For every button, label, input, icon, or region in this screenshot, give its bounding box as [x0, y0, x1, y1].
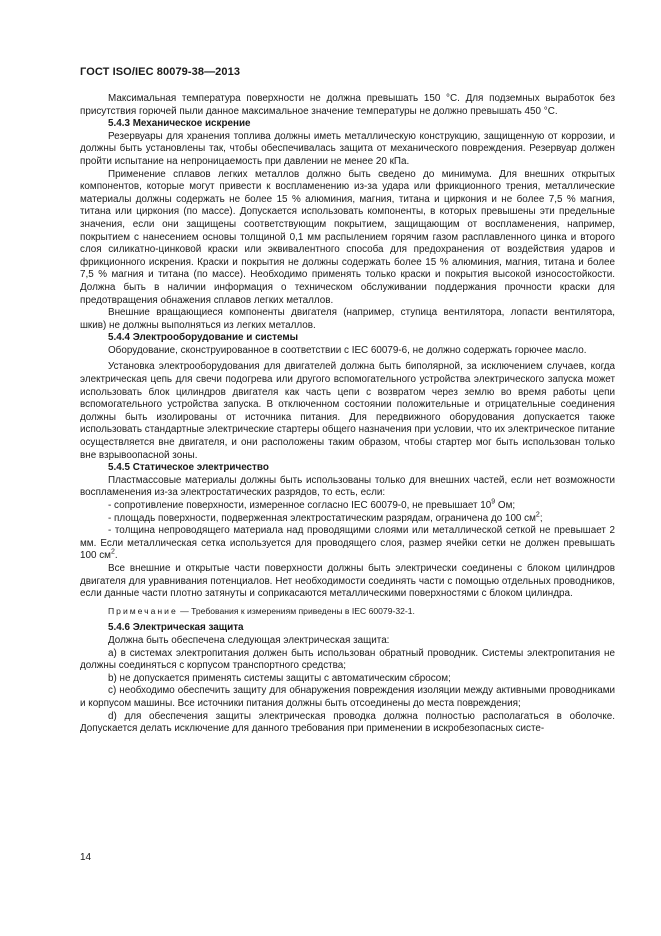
- paragraph-bipolar-installation: Установка электрооборудования для двигателей должна быть биполярной, за исключением случаев, когда электрическая цепь для свечи подогрева или другого вспомогательного устройства электрического запуска может использовать блок цилиндров двигателя как часть цепи с возвратом через землю во время работы цепи вспомогательного устройства запуска. В отключенном состоянии положительные и отрицательные соединения должны быть изолированы от источника питания. Для передвижного оборудования допускается также использовать стандартные электрические стартеры общего назначения при условии, что их электрическое питание осуществляется вне двигателя, и они расположены таким образом, чтобы стартер мог быть использован только вне взрывоопасной зоны.: [80, 361, 615, 461]
- note: [80, 605, 615, 618]
- heading-5-4-4: 5.4.4 Электрооборудование и системы: [108, 332, 299, 344]
- list-item-a: a) в системах электропитания должен быть использован обратный проводник. Системы электропитания не должны соединяться с корпусом транспортного средства;: [80, 647, 615, 672]
- heading-5-4-3: 5.4.3 Механическое искрение: [108, 118, 251, 130]
- heading-5-4-6: 5.4.6 Электрическая защита: [108, 622, 244, 634]
- note-text: — Требования к измерениям приведены в IEC 60079-32-1.: [177, 605, 415, 616]
- paragraph-light-alloys: Применение сплавов легких металлов должно быть сведено до минимума. Для внешних открытых компонентов, которые могут привести к воспламенению из-за удара или фрикционного трения, металлические материалы должны содержать не более 15 % алюминия, магния, титана и циркония и не более 7,5 % магния, титана или циркония (по массе). Допускается использовать компоненты, в которых превышены эти предельные значения, если они защищены соответствующим покрытием, защищающим от воспламенения, например, покрытием с нанесением основы толщиной 0,1 мм распылением горячим газом расплавленного цинка и второго слоя силикатно-цинковой краски или эквивалентного способа для предохранения от воздействия ударов и фрикционного искрения. Краски и покрытия не должны содержать более 15 % алюминия, магния, титана и более 7,5 % магния и титана (по массе). Необходимо применять только краски и покрытия высокой износостойкости. Должна быть в наличии информация о техническом обслуживании поддержания прочности краски для предотвращения обнажения сплавов легких металлов.: [80, 168, 615, 306]
- paragraph-iec-60079-6: Оборудование, сконструированное в соответствии с IEC 60079-6, не должно содержать горючее масло.: [108, 344, 587, 356]
- paragraph-fuel-tanks: Резервуары для хранения топлива должны иметь металлическую конструкцию, защищенную от коррозии, и должны быть установлены так, чтобы обеспечивалась защита от механического повреждения. Резервуар должен пройти испытание на непроницаемость при давлении не менее 20 кПа.: [80, 130, 615, 167]
- list-item-surface-area: - площадь поверхности, подверженная электростатическим разрядам, ограничена до 100 $см^2$;: [108, 511, 543, 524]
- document-header: ГОСТ ISO/IEC 80079-38—2013: [80, 66, 241, 78]
- paragraph-plastic-materials: Пластмассовые материалы должны быть использованы только для внешних частей, если нет возможности воспламенения из-за электростатических разрядов, то есть, если:: [80, 474, 615, 499]
- list-item-surface-resistance: - сопротивление поверхности, измеренное согласно IEC 60079-0, не превышает $10^9$ Ом;: [108, 498, 516, 511]
- paragraph-max-temperature: Максимальная температура поверхности не должна превышать 150 °С. Для подземных выработок без присутствия горючей пыли данное максимальное значение температуры не должно превышать 450 °С.: [80, 93, 615, 117]
- paragraph-rotating-components: Внешние вращающиеся компоненты двигателя (например, ступица вентилятора, лопасти вентилятора, шкив) не должны выполняться из легких металлов.: [80, 307, 615, 331]
- list-item-b: b) не допускается применять системы защиты с автоматическим сбросом;: [108, 672, 451, 684]
- paragraph-protection-intro: Должна быть обеспечена следующая электрическая защита:: [108, 634, 390, 646]
- page-number: 14: [80, 852, 92, 863]
- paragraph-potential-equalization: Все внешние и открытые части поверхности должны быть электрически соединены с блоком цилиндров двигателя для уравнивания потенциалов. Нет необходимости соединять части с помощью отдельных проводников, если данные части плотно затянуты и соприкасаются металлическими поверхностями с блоком цилиндра.: [80, 562, 615, 600]
- note-label: Примечание: [108, 605, 178, 616]
- list-item-material-thickness: - толщина непроводящего материала над проводящими слоями или металлической сеткой не превышает 2 мм. Если металлическая сетка используется для проводящего слоя, размер ячейки сетки не должен превышать 100 $см^2$.: [80, 525, 615, 562]
- page-content: [80, 93, 615, 736]
- heading-5-4-5: 5.4.5 Статическое электричество: [108, 462, 269, 474]
- list-item-d: d) для обеспечения защиты электрическая проводка должна полностью располагаться в оболочке. Допускается делать исключение для данного требования при применении в искробезопасных систе-: [80, 710, 615, 735]
- list-item-c: c) необходимо обеспечить защиту для обнаружения повреждения изоляции между активными проводниками и корпусом машины. Все источники питания должны быть отсоединены до места повреждения;: [80, 685, 615, 709]
